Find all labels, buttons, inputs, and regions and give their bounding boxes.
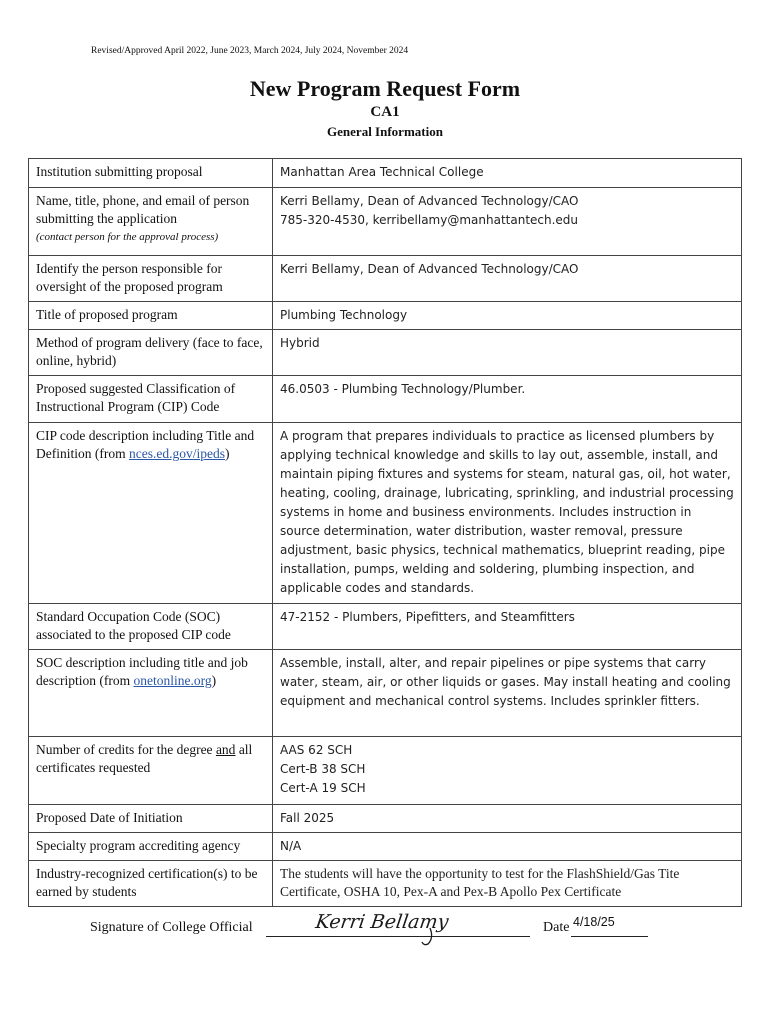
field-value: The students will have the opportunity to test for the FlashShield/Gas Tite Certificate, OSHA 10, Pex-A and Pex-B Apollo Pex Certificate — [273, 861, 742, 907]
field-label: Industry-recognized certification(s) to be earned by students — [29, 861, 273, 907]
field-label-text: Number of credits for the degree — [36, 742, 216, 757]
date-value: 4/18/25 — [573, 915, 615, 929]
field-label — [29, 737, 273, 805]
field-value: Hybrid — [273, 330, 742, 376]
field-label-text: CIP code description including Title and Definition (from — [36, 428, 255, 461]
revision-history: Revised/Approved April 2022, June 2023, March 2024, July 2024, November 2024 — [91, 46, 409, 56]
svg-text:Kerri Bellamy: Kerri Bellamy — [314, 910, 450, 933]
date-label: Date — [543, 920, 570, 935]
ipeds-link[interactable]: nces.ed.gov/ipeds — [128, 446, 225, 461]
field-label-text: all certificates requested — [36, 742, 253, 775]
table-row — [29, 833, 742, 861]
field-value: A program that prepares individuals to practice as licensed plumbers by applying technical knowledge and skills to lay out, assemble, install, and maintain piping fixtures and systems for steam, natural gas, oil, hot water, heating, cooling, drainage, lubricating, sprinkling, and industrial processing systems in home and business environments. Includes instruction in source determination, water distribution, waster removal, pressure adjustment, basic physics, technical mathematics, blueprint reading, pipe installation, pumps, welding and soldering, plumbing inspection, and applicable codes and standards. — [273, 423, 742, 604]
signature-block — [90, 912, 690, 952]
field-label: Method of program delivery (face to face, online, hybrid) — [29, 330, 273, 376]
field-label: Standard Occupation Code (SOC) associated to the proposed CIP code — [29, 604, 273, 650]
onetonline-link[interactable]: onetonline.org — [133, 673, 212, 688]
table-row — [29, 376, 742, 423]
field-label: Title of proposed program — [29, 302, 273, 330]
table-row — [29, 805, 742, 833]
value-line: Cert-A 19 SCH — [280, 781, 366, 795]
field-value: 46.0503 - Plumbing Technology/Plumber. — [273, 376, 742, 423]
field-label-text: SOC description including title and job description (from — [36, 655, 248, 688]
field-value — [273, 737, 742, 805]
field-label: Institution submitting proposal — [29, 159, 273, 188]
field-value — [273, 188, 742, 256]
value-line: Cert-B 38 SCH — [280, 762, 366, 776]
field-label-text: Name, title, phone, and email of person submitting the application — [36, 193, 250, 226]
handwritten-signature — [312, 906, 462, 946]
signature-label: Signature of College Official — [90, 920, 253, 935]
field-label: Proposed Date of Initiation — [29, 805, 273, 833]
field-label: Specialty program accrediting agency — [29, 833, 273, 861]
field-label-text: ) — [224, 446, 230, 461]
field-value: Plumbing Technology — [273, 302, 742, 330]
table-row — [29, 861, 742, 907]
section-subtitle: General Information — [327, 124, 443, 139]
value-line: AAS 62 SCH — [280, 743, 353, 757]
field-label — [29, 650, 273, 737]
table-row — [29, 330, 742, 376]
form-code: CA1 — [370, 104, 400, 120]
field-value: Manhattan Area Technical College — [273, 159, 742, 188]
page-title: New Program Request Form — [249, 76, 521, 101]
general-information-table — [28, 158, 742, 907]
field-value: Assemble, install, alter, and repair pipelines or pipe systems that carry water, steam, air, or other liquids or gases. May install heating and cooling equipment and mechanical control systems. Includes sprinkler fitters. — [273, 650, 742, 737]
field-label-note: (contact person for the approval process) — [36, 231, 219, 243]
value-line: 785-320-4530, kerribellamy@manhattantech.edu — [280, 213, 579, 227]
value-line: Kerri Bellamy, Dean of Advanced Technology/CAO — [280, 194, 579, 208]
table-row — [29, 159, 742, 188]
table-row — [29, 604, 742, 650]
field-label: Proposed suggested Classification of Instructional Program (CIP) Code — [29, 376, 273, 423]
field-value: Fall 2025 — [273, 805, 742, 833]
field-label: Identify the person responsible for oversight of the proposed program — [29, 256, 273, 302]
table-row — [29, 650, 742, 737]
table-row — [29, 256, 742, 302]
field-value: N/A — [273, 833, 742, 861]
table-row — [29, 188, 742, 256]
field-label — [29, 188, 273, 256]
table-row — [29, 423, 742, 604]
field-value: Kerri Bellamy, Dean of Advanced Technology/CAO — [273, 256, 742, 302]
table-row — [29, 302, 742, 330]
field-value: 47-2152 - Plumbers, Pipefitters, and Steamfitters — [273, 604, 742, 650]
table-row — [29, 737, 742, 805]
field-label — [29, 423, 273, 604]
field-label-underlined: and — [215, 742, 236, 757]
field-label-text: ) — [211, 673, 217, 688]
